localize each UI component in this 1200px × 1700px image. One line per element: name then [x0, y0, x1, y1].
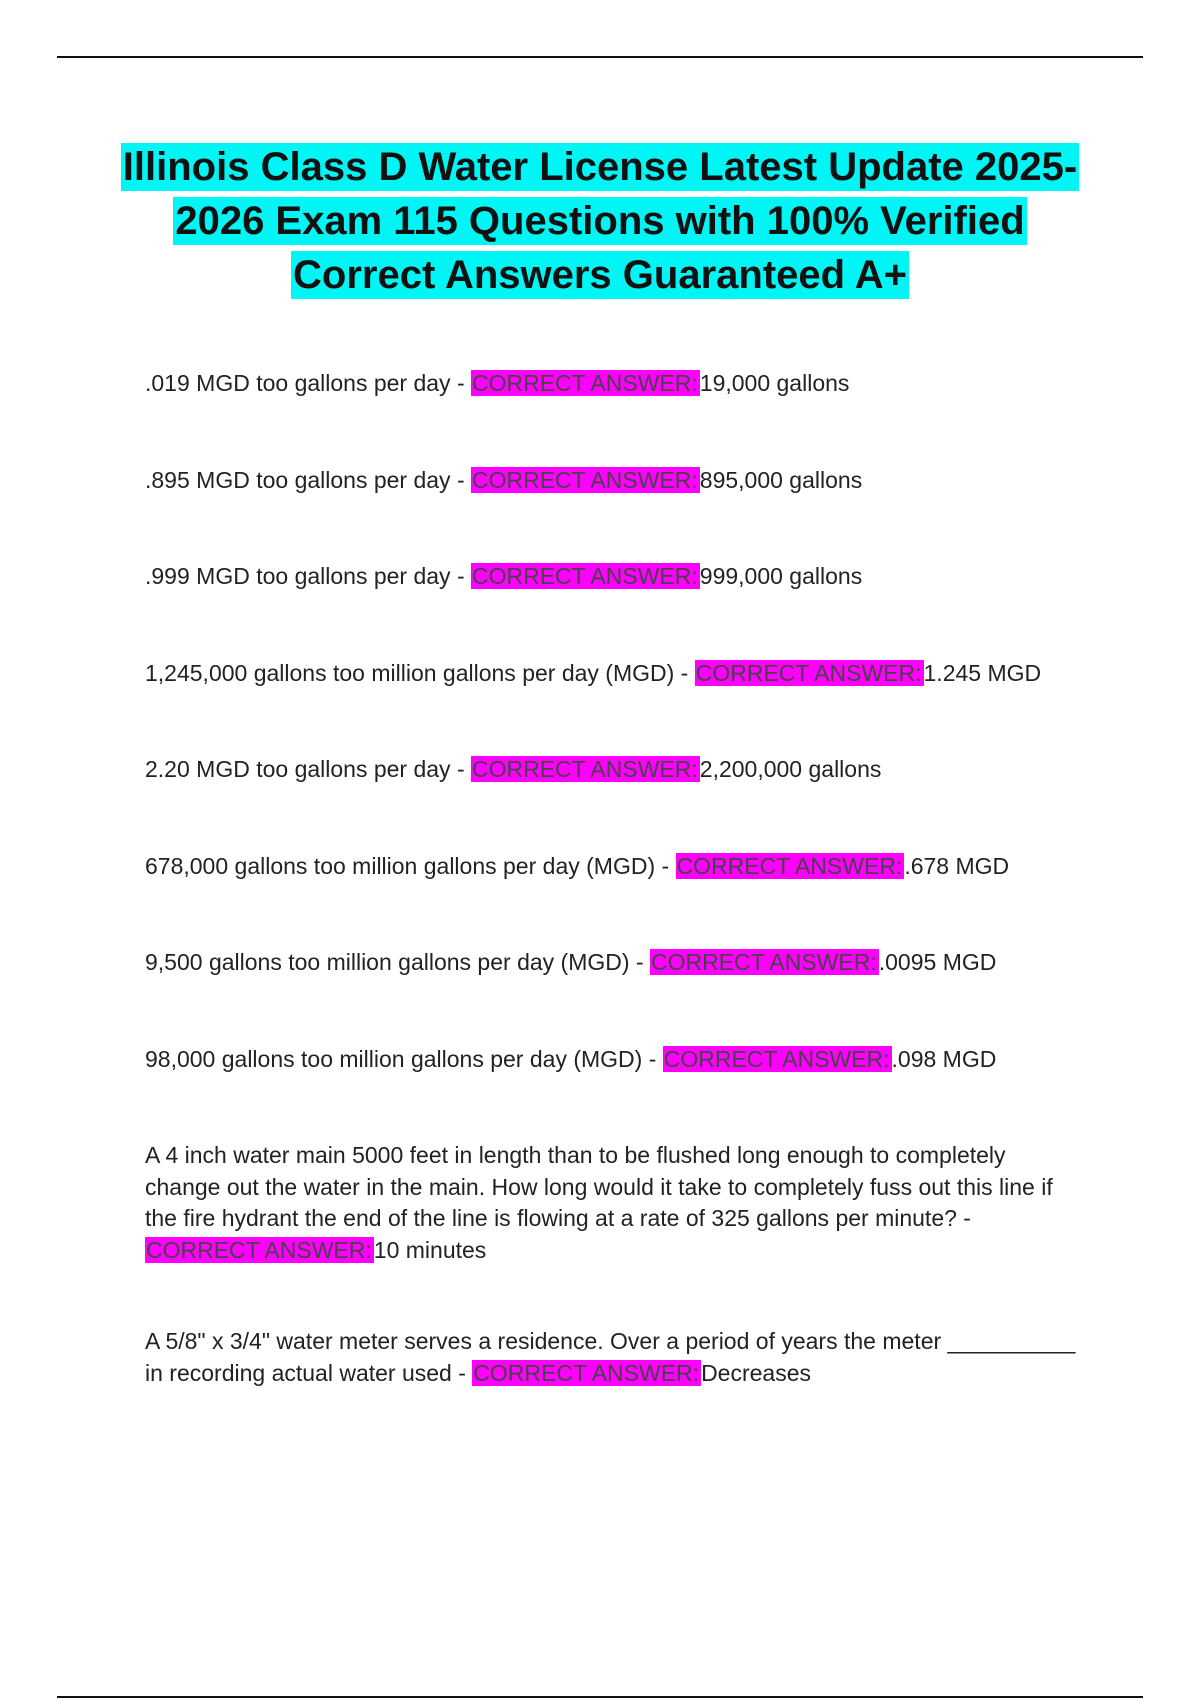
question-item — [145, 561, 1085, 593]
answer-text: 895,000 gallons — [699, 466, 863, 493]
answer-text: 2,200,000 gallons — [699, 756, 882, 782]
question-item — [145, 368, 1085, 400]
answer-text: 10 minutes — [373, 1236, 487, 1263]
answer-text: Decreases — [701, 1359, 811, 1386]
document-title — [100, 140, 1100, 302]
question-text: .019 MGD too gallons per day - — [145, 370, 465, 396]
question-item — [145, 947, 1085, 979]
question-list — [145, 368, 1085, 1454]
top-divider — [57, 56, 1143, 58]
answer-text: .678 MGD — [904, 852, 1010, 879]
correct-answer-label: CORRECT ANSWER: — [663, 1045, 890, 1072]
answer-text: .0095 MGD — [878, 949, 997, 975]
question-text: 9,500 gallons too million gallons per day (MGD) - — [145, 949, 644, 975]
question-text: .895 MGD too gallons per day - — [145, 466, 465, 493]
question-text: 2.20 MGD too gallons per day - — [145, 756, 465, 782]
answer-text: 19,000 gallons — [699, 370, 850, 396]
question-text: A 4 inch water main 5000 feet in length than to be flushed long enough to completely change out the water in the main. How long would it take to completely fuss out this line if the fire hydrant the end of the line is flowing at a rate of 325 gallons per minute? - — [145, 1142, 1053, 1231]
correct-answer-label: CORRECT ANSWER: — [676, 852, 903, 879]
question-item — [145, 851, 1085, 883]
question-text: .999 MGD too gallons per day - — [145, 563, 465, 589]
question-text: 678,000 gallons too million gallons per day (MGD) - — [145, 852, 670, 879]
question-text: 98,000 gallons too million gallons per day (MGD) - — [145, 1045, 657, 1072]
answer-text: .098 MGD — [891, 1045, 997, 1072]
correct-answer-label: CORRECT ANSWER: — [472, 466, 698, 493]
answer-text: 1.245 MGD — [923, 659, 1042, 686]
question-text: A 5/8" x 3/4" water meter serves a residence. Over a period of years the meter __________ in recording actual water used - — [145, 1328, 1076, 1386]
correct-answer-label: CORRECT ANSWER: — [472, 370, 698, 396]
question-item — [145, 1326, 1085, 1389]
question-item — [145, 1140, 1085, 1266]
question-item — [145, 1044, 1085, 1076]
correct-answer-label: CORRECT ANSWER: — [650, 949, 877, 975]
question-item — [145, 754, 1085, 786]
correct-answer-label: CORRECT ANSWER: — [146, 1236, 372, 1263]
document-title-text: Illinois Class D Water License Latest Update 2025-2026 Exam 115 Questions with 100% Verified Correct Answers Guaranteed A+ — [122, 145, 1078, 297]
question-item — [145, 465, 1085, 497]
correct-answer-label: CORRECT ANSWER: — [472, 563, 698, 589]
correct-answer-label: CORRECT ANSWER: — [473, 1359, 700, 1386]
question-item — [145, 658, 1085, 690]
answer-text: 999,000 gallons — [699, 563, 863, 589]
correct-answer-label: CORRECT ANSWER: — [695, 659, 922, 686]
bottom-divider — [57, 1696, 1143, 1698]
correct-answer-label: CORRECT ANSWER: — [472, 756, 698, 782]
question-text: 1,245,000 gallons too million gallons per day (MGD) - — [145, 659, 689, 686]
